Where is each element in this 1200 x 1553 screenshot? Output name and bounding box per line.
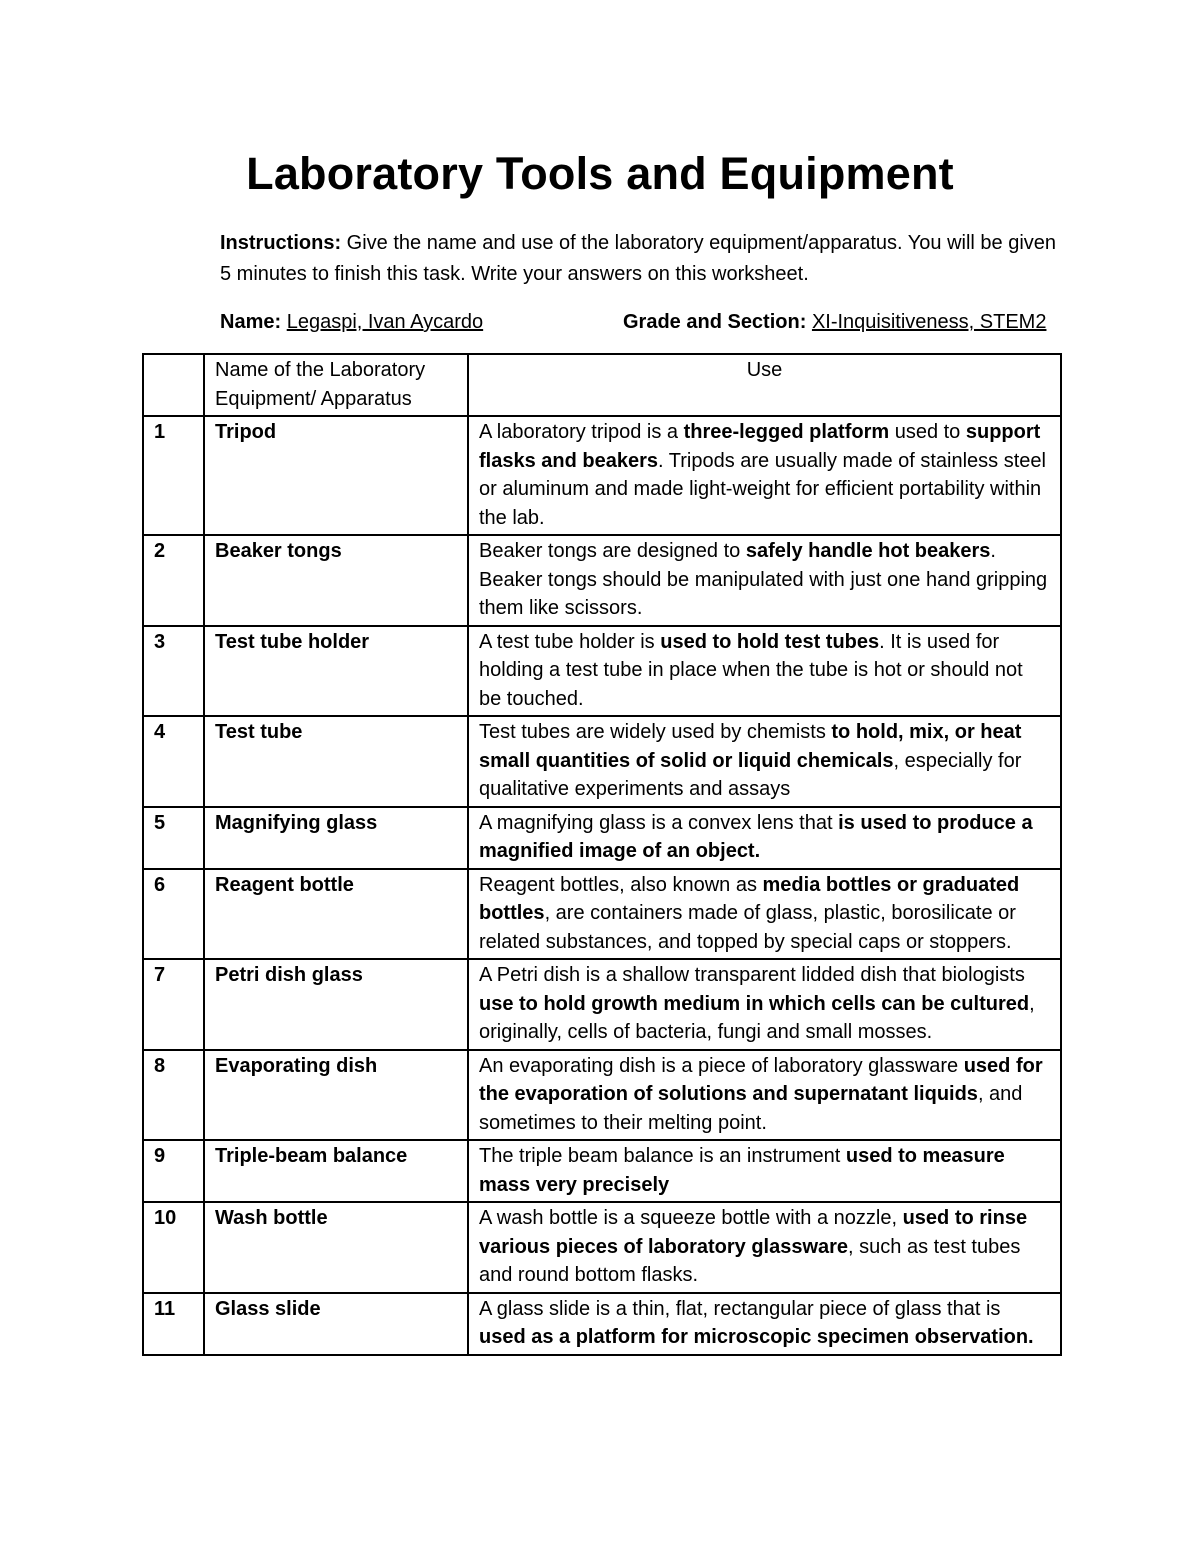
instructions — [220, 228, 1070, 290]
row-number: 6 — [143, 869, 204, 960]
use-text: A magnifying glass is a convex lens that — [479, 811, 839, 834]
use-text-bold: three-legged platform — [683, 421, 890, 443]
use-text: . Beaker tongs should be manipulated with just one hand gripping them like scissors. — [479, 540, 1048, 619]
page-title: Laboratory Tools and Equipment — [246, 148, 954, 199]
use-text-bold: safely handle hot beakers — [745, 540, 991, 562]
use-text: , are containers made of glass, plastic, borosilicate or related substances, and topped by special caps or stoppers. — [479, 902, 1016, 953]
use-text: A test tube holder is — [479, 630, 661, 653]
equipment-name: Test tube holder — [204, 626, 468, 717]
use-text: A glass slide is a thin, flat, rectangular piece of glass that is — [479, 1297, 1001, 1320]
equipment-name: Reagent bottle — [204, 869, 468, 960]
equipment-name: Magnifying glass — [204, 807, 468, 869]
row-number: 5 — [143, 807, 204, 869]
table-row — [143, 1050, 1061, 1141]
table-row — [143, 1293, 1061, 1355]
equipment-name: Triple-beam balance — [204, 1140, 468, 1202]
use-text-bold: used for the evaporation of solutions and supernatant liquids — [479, 1054, 1043, 1105]
equipment-use — [468, 1050, 1061, 1141]
grade-section — [623, 307, 1046, 338]
use-text: . It is used for holding a test tube in place when the tube is hot or should not be touched. — [479, 630, 1023, 710]
table-row — [143, 1202, 1061, 1293]
table-row — [143, 716, 1061, 807]
use-text: A wash bottle is a squeeze bottle with a nozzle, — [479, 1207, 903, 1229]
equipment-use — [468, 959, 1061, 1050]
use-text-bold: support flasks and beakers — [479, 421, 1041, 472]
equipment-name: Test tube — [204, 716, 468, 807]
equipment-name: Glass slide — [204, 1293, 468, 1355]
equipment-use — [468, 1293, 1061, 1355]
use-text: . Tripods are usually made of stainless steel or aluminum and made light-weight for efficient portability within the lab. — [479, 449, 1046, 529]
use-text: , especially for qualitative experiments and assays — [479, 749, 1022, 800]
equipment-use — [468, 626, 1061, 717]
use-text: , such as test tubes and round bottom flasks. — [479, 1235, 1021, 1286]
equipment-table — [142, 353, 1062, 1356]
use-text-bold: used as a platform for microscopic specimen observation. — [479, 1326, 1034, 1348]
use-text: used to — [889, 421, 966, 443]
equipment-use — [468, 716, 1061, 807]
table-row — [143, 1140, 1061, 1202]
use-text: Reagent bottles, also known as — [479, 873, 763, 896]
equipment-use — [468, 1202, 1061, 1293]
table-row — [143, 416, 1061, 535]
equipment-name: Beaker tongs — [204, 535, 468, 626]
row-number: 3 — [143, 626, 204, 717]
equipment-use — [468, 807, 1061, 869]
grade-label: Grade and Section: — [623, 311, 807, 333]
use-text-bold: used to hold test tubes — [660, 630, 880, 653]
equipment-use — [468, 1140, 1061, 1202]
equipment-name: Wash bottle — [204, 1202, 468, 1293]
row-number: 7 — [143, 959, 204, 1050]
use-text: A Petri dish is a shallow transparent lidded dish that biologists — [479, 964, 1025, 986]
row-number: 9 — [143, 1140, 204, 1202]
equipment-name: Tripod — [204, 416, 468, 535]
row-number: 8 — [143, 1050, 204, 1141]
equipment-name: Evaporating dish — [204, 1050, 468, 1141]
use-text: Beaker tongs are designed to — [479, 540, 746, 562]
equipment-use — [468, 416, 1061, 535]
name-label: Name: — [220, 311, 282, 333]
table-row — [143, 535, 1061, 626]
instructions-label: Instructions: — [220, 232, 342, 254]
use-text-bold: media bottles or graduated bottles — [479, 873, 1020, 924]
equipment-table-body — [143, 354, 1061, 1355]
grade-value: XI-Inquisitiveness, STEM2 — [811, 311, 1047, 333]
student-name — [220, 307, 483, 338]
instructions-text: Give the name and use of the laboratory equipment/apparatus. You will be given 5 minutes to finish this task. Write your answers on this worksheet. — [220, 232, 1057, 285]
row-number: 4 — [143, 716, 204, 807]
name-value: Legaspi, Ivan Aycardo — [286, 311, 484, 333]
table-header-row — [143, 354, 1061, 416]
use-text: The triple beam balance is an instrument — [479, 1145, 846, 1167]
use-text: An evaporating dish is a piece of laboratory glassware — [479, 1054, 964, 1077]
row-number: 2 — [143, 535, 204, 626]
equipment-name: Petri dish glass — [204, 959, 468, 1050]
use-text-bold: to hold, mix, or heat small quantities of solid or liquid chemicals — [479, 721, 1022, 772]
row-number: 11 — [143, 1293, 204, 1355]
table-row — [143, 807, 1061, 869]
use-text-bold: use to hold growth medium in which cells can be cultured — [479, 992, 1030, 1015]
table-row — [143, 959, 1061, 1050]
equipment-use — [468, 869, 1061, 960]
header-use: Use — [468, 354, 1061, 416]
use-text-bold: is used to produce a magnified image of an object. — [479, 811, 1033, 862]
row-number: 10 — [143, 1202, 204, 1293]
header-number — [143, 354, 204, 416]
row-number: 1 — [143, 416, 204, 535]
equipment-use — [468, 535, 1061, 626]
use-text: A laboratory tripod is a — [479, 421, 684, 443]
header-equipment-name: Name of the Laboratory Equipment/ Apparatus — [204, 354, 468, 416]
student-info — [220, 307, 1070, 338]
use-text: , originally, cells of bacteria, fungi and small mosses. — [479, 992, 1035, 1043]
use-text: Test tubes are widely used by chemists — [479, 721, 832, 743]
use-text-bold: used to measure mass very precisely — [479, 1145, 1005, 1196]
table-row — [143, 869, 1061, 960]
table-row — [143, 626, 1061, 717]
use-text-bold: used to rinse various pieces of laboratory glassware — [479, 1207, 1028, 1258]
use-text: , and sometimes to their melting point. — [479, 1083, 1023, 1134]
